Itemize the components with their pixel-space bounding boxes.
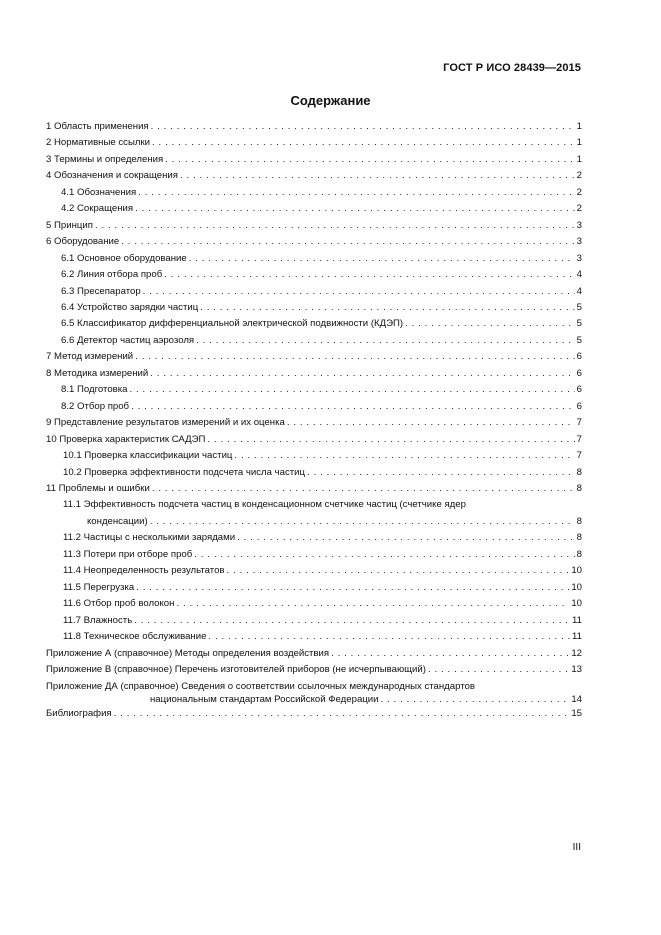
toc-entry-page: 7 [576, 450, 582, 462]
toc-leader-dots [428, 662, 569, 678]
toc-entry[interactable] [46, 366, 582, 382]
toc-entry[interactable] [46, 662, 582, 678]
toc-entry[interactable] [46, 382, 582, 398]
toc-leader-dots [150, 366, 574, 382]
toc-entry-page: 11 [572, 614, 582, 626]
toc-entry[interactable] [46, 706, 582, 722]
toc-entry[interactable] [46, 680, 582, 706]
toc-entry-label: 10 Проверка характеристик САДЭП [46, 433, 206, 445]
toc-entry[interactable] [46, 234, 582, 250]
toc-entry-label: 4.1 Обозначения [61, 186, 137, 198]
toc-entry-page: 10 [571, 581, 582, 593]
toc-entry-label: 4 Обозначения и сокращения [46, 170, 178, 182]
toc-leader-dots [130, 382, 575, 398]
toc-title: Содержание [290, 93, 371, 108]
toc-leader-dots [405, 316, 575, 332]
toc-entry-page: 5 [576, 334, 582, 346]
toc-leader-dots [135, 201, 575, 217]
toc-entry-page: 10 [571, 565, 582, 577]
toc-entry-label: 8 Методика измерений [46, 367, 149, 379]
page-number: III [572, 842, 581, 853]
toc-leader-dots [237, 530, 575, 546]
toc-entry-page: 8 [576, 548, 582, 560]
toc-entry-label: Приложение А (справочное) Методы определения воздействия [46, 647, 330, 659]
toc-leader-dots [180, 168, 575, 184]
toc-leader-dots [136, 580, 569, 596]
toc-entry[interactable] [46, 185, 582, 201]
toc-entry-page: 4 [576, 269, 582, 281]
toc-entry[interactable] [46, 580, 582, 596]
toc-entry-label: 11.7 Влажность [63, 614, 133, 626]
document-code-header: ГОСТ Р ИСО 28439—2015 [443, 62, 581, 74]
toc-entry-label: 11.6 Отбор проб волокон [63, 598, 175, 610]
toc-leader-dots [152, 481, 575, 497]
toc-leader-dots [200, 300, 574, 316]
toc-entry[interactable] [46, 251, 582, 267]
toc-entry-page: 15 [571, 708, 582, 720]
toc-entry-page: 3 [576, 252, 582, 264]
toc-entry-page: 5 [576, 301, 582, 313]
toc-entry-label: Приложение В (справочное) Перечень изготовителей приборов (не исчерпывающий) [46, 663, 426, 675]
toc-entry-page: 2 [576, 203, 582, 215]
toc-entry[interactable] [46, 168, 582, 184]
toc-leader-dots [234, 448, 574, 464]
toc-entry[interactable] [46, 481, 582, 497]
toc-entry[interactable] [46, 465, 582, 481]
toc-entry-page: 11 [572, 631, 582, 643]
toc-entry-label: 11.5 Перегрузка [63, 581, 135, 593]
toc-entry-label: 11.1 Эффективность подсчета частиц в конденсационном счетчике частиц (счетчике ядер [63, 499, 466, 511]
toc-entry-label: 6.4 Устройство зарядки частиц [61, 301, 199, 313]
toc-leader-dots [114, 706, 570, 722]
toc-leader-dots [331, 646, 569, 662]
toc-entry-label: 11.4 Неопределенность результатов [63, 565, 225, 577]
toc-entry-label: 6.6 Детектор частиц аэрозоля [61, 334, 195, 346]
toc-leader-dots [189, 251, 575, 267]
toc-entry-page: 10 [571, 598, 582, 610]
toc-entry-label: 9 Представление результатов измерений и их оценка [46, 417, 285, 429]
toc-entry-label: 6.1 Основное оборудование [61, 252, 187, 264]
toc-leader-dots [150, 514, 575, 530]
toc-leader-dots [151, 119, 575, 135]
toc-entry-page: 5 [576, 318, 582, 330]
toc-entry-page: 2 [576, 170, 582, 182]
toc-leader-dots [227, 563, 570, 579]
toc-entry-page: 1 [576, 153, 582, 165]
toc-entry-label: 11.3 Потери при отборе проб [63, 548, 193, 560]
table-of-contents [46, 119, 582, 723]
toc-entry-label: 10.2 Проверка эффективности подсчета числа частиц [63, 466, 306, 478]
toc-entry-page: 13 [571, 663, 582, 675]
toc-entry-label: 7 Метод измерений [46, 351, 134, 363]
toc-entry[interactable] [46, 300, 582, 316]
toc-entry-label: 6.5 Классификатор дифференциальной электрической подвижности (КДЭП) [61, 318, 404, 330]
toc-leader-dots [134, 613, 570, 629]
toc-entry-page: 8 [576, 466, 582, 478]
toc-leader-dots [138, 185, 574, 201]
toc-entry-label: 5 Принцип [46, 219, 93, 231]
toc-entry-label: 6 Оборудование [46, 236, 120, 248]
toc-entry-page: 2 [576, 186, 582, 198]
toc-entry-label: 11.2 Частицы с несколькими зарядами [63, 532, 236, 544]
toc-entry[interactable] [46, 218, 582, 234]
toc-entry-page: 8 [576, 482, 582, 494]
toc-entry-page: 6 [576, 367, 582, 379]
toc-leader-dots [196, 333, 575, 349]
toc-entry[interactable] [46, 530, 582, 546]
toc-entry-label: 6.2 Линия отбора проб [61, 269, 163, 281]
toc-leader-dots [207, 432, 574, 448]
toc-leader-dots [307, 465, 575, 481]
toc-entry-label: 3 Термины и определения [46, 153, 164, 165]
toc-entry[interactable] [46, 596, 582, 612]
toc-entry-page: 1 [576, 137, 582, 149]
toc-entry-label: 1 Область применения [46, 121, 149, 132]
toc-leader-dots [121, 234, 574, 250]
toc-leader-dots [135, 349, 574, 365]
toc-entry[interactable] [46, 415, 582, 431]
toc-entry[interactable] [46, 316, 582, 332]
toc-entry[interactable] [46, 497, 582, 530]
toc-leader-dots [143, 284, 575, 300]
toc-entry[interactable] [46, 119, 582, 135]
toc-entry[interactable] [46, 152, 582, 168]
toc-entry[interactable] [46, 547, 582, 563]
toc-entry[interactable] [46, 333, 582, 349]
toc-entry[interactable] [46, 284, 582, 300]
toc-leader-dots [287, 415, 575, 431]
toc-leader-dots [176, 596, 569, 612]
toc-entry-page: 7 [576, 417, 582, 429]
toc-entry-page: 6 [576, 384, 582, 396]
toc-entry-label: 6.3 Пресепаратор [61, 285, 141, 297]
toc-entry[interactable] [46, 629, 582, 645]
toc-entry[interactable] [46, 135, 582, 151]
toc-entry-page: 14 [571, 694, 582, 706]
toc-entry-label: 2 Нормативные ссылки [46, 137, 151, 149]
toc-entry-label: 4.2 Сокращения [61, 203, 134, 215]
toc-entry-page: 1 [576, 121, 582, 132]
toc-entry[interactable] [46, 646, 582, 662]
toc-entry[interactable] [46, 432, 582, 448]
toc-entry-page: 8 [576, 532, 582, 544]
toc-entry[interactable] [46, 563, 582, 579]
toc-leader-dots [381, 693, 570, 706]
toc-entry-page: 6 [576, 351, 582, 363]
toc-entry-label: 11 Проблемы и ошибки [46, 482, 150, 494]
toc-entry-label: 11.8 Техническое обслуживание [63, 631, 207, 643]
toc-entry[interactable] [46, 201, 582, 217]
toc-leader-dots [152, 135, 575, 151]
toc-entry-label: 8.2 Отбор проб [61, 400, 130, 412]
toc-entry-label: Приложение ДА (справочное) Сведения о соответствии ссылочных международных стандартов [46, 681, 475, 693]
toc-entry-page: 4 [576, 285, 582, 297]
toc-entry-page: 3 [576, 236, 582, 248]
toc-entry[interactable] [46, 267, 582, 283]
toc-entry-label: 8.1 Подготовка [61, 384, 128, 396]
toc-entry-label: 10.1 Проверка классификации частиц [63, 450, 233, 462]
toc-entry-page: 12 [571, 647, 582, 659]
toc-leader-dots [131, 399, 575, 415]
toc-entry-page: 8 [576, 515, 582, 527]
toc-entry[interactable] [46, 613, 582, 629]
toc-leader-dots [194, 547, 574, 563]
toc-entry-label-continued: национальным стандартам Российской Федерации [150, 694, 379, 706]
toc-entry-page: 7 [576, 433, 582, 445]
toc-entry-label-continued: конденсации) [87, 515, 148, 527]
toc-entry[interactable] [46, 399, 582, 415]
toc-leader-dots [95, 218, 575, 234]
toc-entry[interactable] [46, 448, 582, 464]
toc-entry-page: 6 [576, 400, 582, 412]
toc-entry-label: Библиография [46, 708, 112, 720]
toc-leader-dots [208, 629, 570, 645]
toc-leader-dots [165, 152, 574, 168]
toc-leader-dots [164, 267, 574, 283]
toc-entry-page: 3 [576, 219, 582, 231]
toc-entry[interactable] [46, 349, 582, 365]
